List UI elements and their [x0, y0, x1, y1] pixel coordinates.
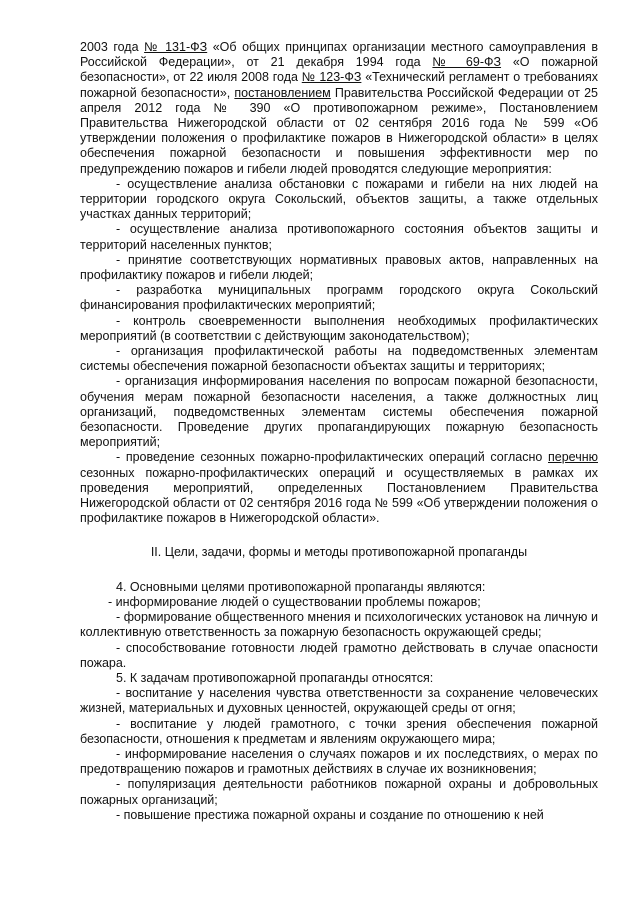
section-4-title: 4. Основными целями противопожарной пропаганды являются:: [116, 579, 486, 594]
text: - проведение сезонных пожарно-профилактических операций согласно: [116, 450, 548, 465]
list-item: - контроль своевременности выполнения необходимых профилактических мероприятий (в соответствии с действующим законодательством);: [80, 313, 598, 343]
text: «О пожарной безопасности», от 22 июля 2008 года: [80, 55, 598, 85]
list-item: - организация информирования населения по вопросам пожарной безопасности, обучения мерам пожарной безопасности населения, а также должностных лиц организаций, подведомственных элементам системы обеспечения пожарной безопасности. Проведение других пропагандирующих пожарную безопасность мероприятий;: [80, 374, 598, 450]
list-item: - популяризация деятельности работников пожарной охраны и добровольных пожарных организаций;: [80, 777, 598, 807]
text: «Технический регламент о требованиях пожарной безопасности»,: [80, 70, 598, 100]
list-item: - информирование населения о случаях пожаров и их последствиях, о мерах по предотвращению пожаров и грамотных действиях в случае их возникновения;: [80, 746, 598, 777]
list-item: - разработка муниципальных программ городского округа Сокольский финансирования профилактических мероприятий;: [80, 283, 598, 313]
list-item: - повышение престижа пожарной охраны и создание по отношению к ней: [116, 807, 544, 822]
list-item: [80, 450, 598, 526]
section-5-title: 5. К задачам противопожарной пропаганды относятся:: [116, 670, 434, 685]
document-page: [80, 40, 598, 823]
list-item: - осуществление анализа противопожарного состояния объектов защиты и территорий населенных пунктов;: [80, 222, 598, 252]
text: сезонных пожарно-профилактических операций и осуществляемых в рамках их проведения мероприятий, определенных Постановлением Правительства Нижегородской области от 02 сентября 2016 года № 599 «Об утверждении положения о профилактике пожаров в Нижегородской области».: [80, 465, 598, 526]
list-link[interactable]: перечню: [548, 450, 598, 465]
resolution-link[interactable]: постановлением: [234, 85, 331, 100]
list-item: - воспитание у людей грамотного, с точки зрения обеспечения пожарной безопасности, отношения к предметам и явлениям окружающего мира;: [80, 716, 598, 746]
text: 2003 года: [80, 40, 145, 54]
list-item: - формирование общественного мнения и психологических установок на личную и коллективную ответственность за пожарную безопасность окружающей среды;: [80, 610, 598, 640]
text: Правительства Российской Федерации от 25 апреля 2012 года № 390 «О противопожарном режиме», Постановлением Правительства Нижегородской области от 02 сентября 2016 года № 599 «Об утверждении положения о профилактике пожаров в Нижегородской области» в целях обеспечения пожарной безопасности и повышения эффективности мер по предупреждению пожаров и гибели людей проводятся следующие мероприятия:: [80, 85, 598, 176]
text: «Об общих принципах организации местного самоуправления в Российской Федерации», от 21 декабря 1994 года: [80, 40, 598, 70]
list-item: - принятие соответствующих нормативных правовых актов, направленных на профилактику пожаров и гибели людей;: [80, 252, 598, 283]
law-link-131fz[interactable]: № 131-ФЗ: [144, 40, 208, 54]
list-item: - воспитание у населения чувства ответственности за сохранение человеческих жизней, материальных и духовных ценностей, окружающей среды от огня;: [80, 686, 598, 716]
section-heading: II. Цели, задачи, формы и методы противопожарной пропаганды: [150, 544, 528, 559]
intro-paragraph: [80, 40, 598, 177]
list-item: - организация профилактической работы на подведомственных элементам системы обеспечения пожарной безопасности объектах защиты и территориях;: [80, 344, 598, 374]
list-item: - осуществление анализа обстановки с пожарами и гибели на них людей на территории городского округа Сокольский, объектов защиты, а также отдельных участках данных территорий;: [80, 176, 598, 222]
list-item: - информирование людей о существовании проблемы пожаров;: [108, 594, 481, 609]
law-link-123fz[interactable]: № 123-ФЗ: [301, 70, 362, 85]
list-item: - способствование готовности людей грамотно действовать в случае опасности пожара.: [80, 640, 598, 670]
law-link-69fz[interactable]: № 69-ФЗ: [432, 55, 502, 70]
